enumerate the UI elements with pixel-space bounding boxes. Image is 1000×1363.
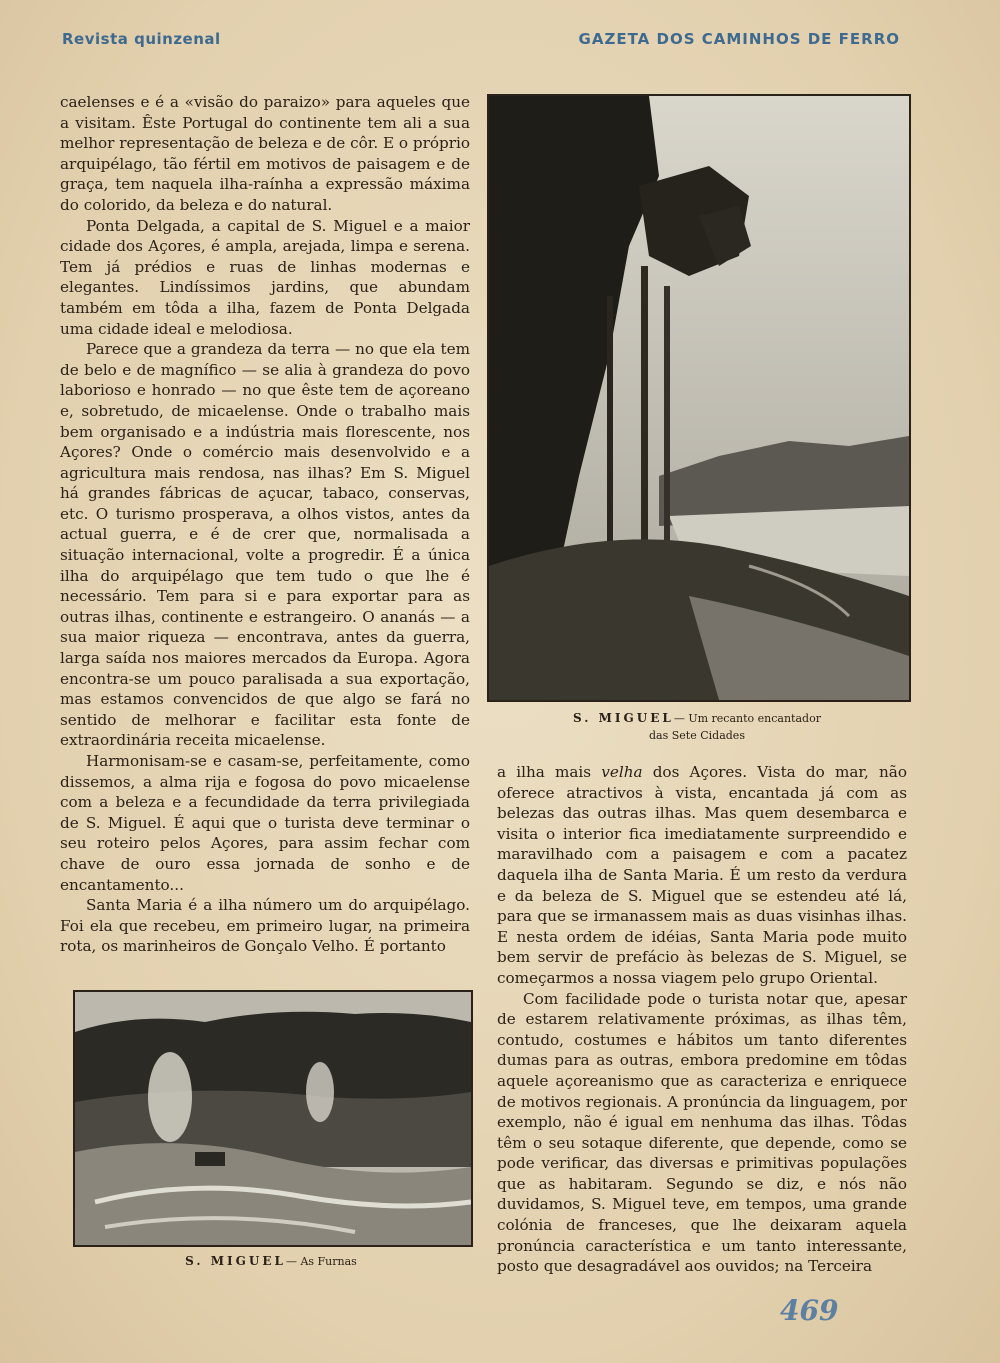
left-text-column: [60, 92, 470, 957]
running-head-left: Revista quinzenal: [62, 30, 221, 48]
paragraph: Harmonisam-se e casam-se, perfeitamente, como dissemos, a alma rija e fogosa do povo micaelense com a beleza e a fecundidade da terra privilegiada de S. Miguel. É aqui que o turista deve terminar o seu roteiro pelos Açores, para assim fechar com chave de ouro essa jornada de sonho e de encantamento...: [60, 752, 470, 894]
caption-text: das Sete Cidades: [649, 729, 745, 742]
paragraph: Ponta Delgada, a capital de S. Miguel e a maior cidade dos Açores, é ampla, arejada, limpa e serena. Tem já prédios e ruas de linhas modernas e elegantes. Lindíssimos jardins, que abundam também em tôda a ilha, fazem de Ponta Delgada uma cidade ideal e melodiosa.: [60, 216, 470, 338]
paragraph: a ilha mais velha dos Açores. Vista do mar, não oferece atractivos à vista, encantada já com as belezas das outras ilhas. Mas quem desembarca e visita o interior fica imediatamente surpreendido e maravilhado com a paisagem e com a pacatez daquela ilha de Santa Maria. É um resto da verdura e da beleza de S. Miguel que se estendeu até lá, para que se irmanassem mais as duas visinhas ilhas. E nesta ordem de idéias, Santa Maria pode muito bem servir de prefácio às belezas de S. Miguel, se começarmos a nossa viagem pelo grupo Oriental.: [497, 763, 907, 987]
caption-place: S. MIGUEL: [185, 1254, 286, 1268]
caption-sete-cidades: [487, 710, 907, 744]
italic-word: velha: [601, 763, 643, 781]
paragraph: caelenses e é a «visão do paraizo» para aqueles que a visitam. Êste Portugal do continente tem ali a sua melhor representação de beleza e de côr. E o próprio arquipélago, tão fértil em motivos de paisagem e de graça, tem naquela ilha-raínha a expressão máxima do colorido, da beleza e do natural.: [60, 93, 470, 214]
caption-place: S. MIGUEL: [573, 711, 674, 725]
right-text-column: [497, 762, 907, 1277]
caption-text: — As Furnas: [285, 1255, 357, 1268]
caption-furnas: [73, 1254, 469, 1268]
photo-sete-cidades: [487, 94, 911, 702]
page-number: 469: [780, 1294, 839, 1327]
caption-text: — Um recanto encantador: [673, 712, 821, 725]
paragraph: Com facilidade pode o turista notar que, apesar de estarem relativamente próximas, as ilhas têm, contudo, costumes e hábitos um tanto diferentes dumas para as outras, embora predomine em tôdas aquele açoreanismo que as caracteriza e enriquece de motivos regionais. A pronúncia da linguagem, por exemplo, não é igual em nenhuma das ilhas. Tôdas têm o seu sotaque diferente, que depende, como se pode verificar, das diversas e primitivas populações que as habitaram. Segundo se diz, e nós não duvidamos, S. Miguel teve, em tempos, uma grande colónia de franceses, que lhe deixaram aquela pronúncia característica e um tanto interessante, posto que desagradável aos ouvidos; na Terceira: [497, 989, 907, 1276]
photo-furnas: [73, 990, 473, 1247]
paragraph: Parece que a grandeza da terra — no que ela tem de belo e de magnífico — se alia à grandeza do povo laborioso e honrado — no que êste tem de açoreano e, sobretudo, de micaelense. Onde o trabalho mais bem organisado e a indústria mais florescente, nos Açores? Onde o comércio mais desenvolvido e a agricultura mais rendosa, nas ilhas? Em S. Miguel há grandes fábricas de açucar, tabaco, conservas, etc. O turismo prosperava, a olhos vistos, antes da actual guerra, e é de crer que, normalisada a situação internacional, volte a progredir. É a única ilha do arquipélago que tem tudo o que lhe é necessário. Tem para si e para exportar para as outras ilhas, continente e estrangeiro. O ananás — a sua maior riqueza — encontrava, antes da guerra, larga saída nos maiores mercados da Europa. Agora encontra-se um pouco paralisada a sua exportação, mas estamos convencidos de que algo se fará no sentido de melhorar e facilitar esta fonte de extraordinária receita micaelense.: [60, 340, 470, 750]
paragraph: Santa Maria é a ilha número um do arquipélago. Foi ela que recebeu, em primeiro lugar, na primeira rota, os marinheiros de Gonçalo Velho. É portanto: [60, 896, 470, 956]
running-head-right: GAZETA DOS CAMINHOS DE FERRO: [578, 30, 900, 48]
